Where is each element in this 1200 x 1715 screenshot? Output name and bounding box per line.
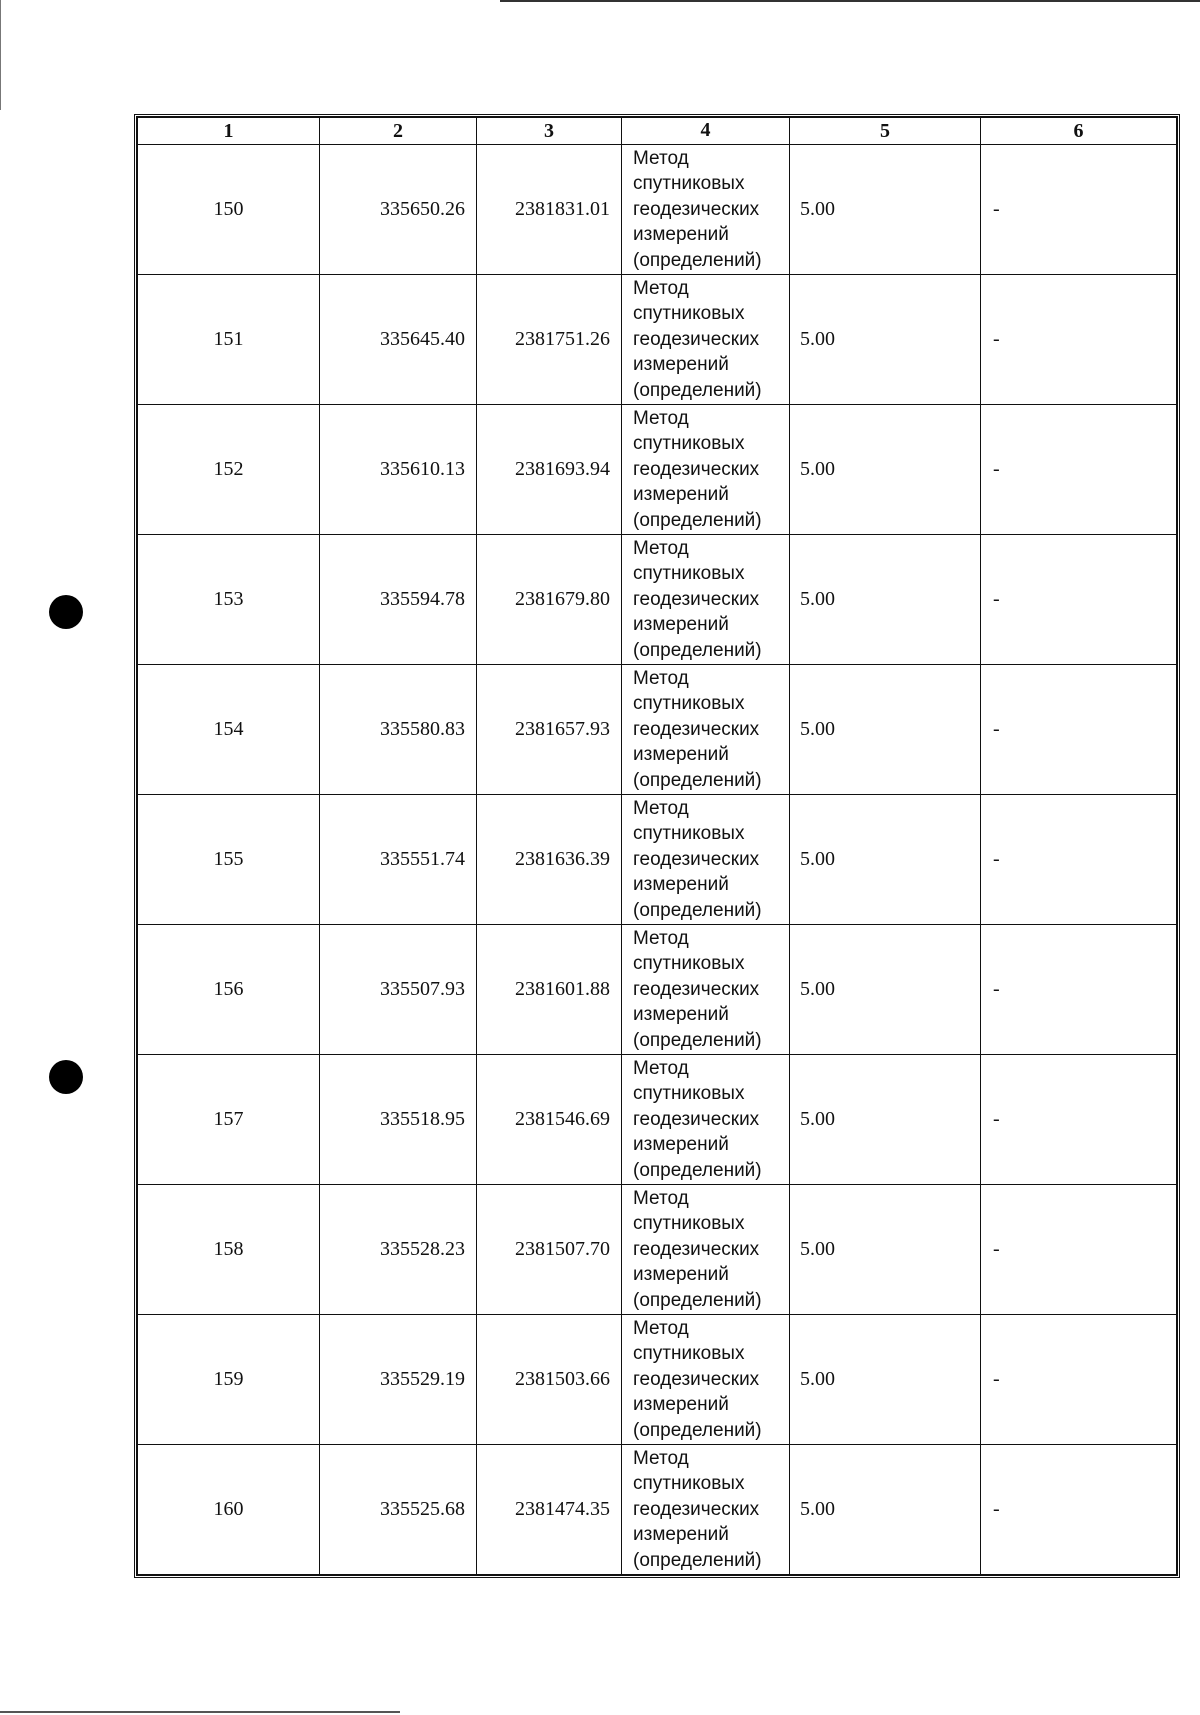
method-text-line: спутниковых [633, 1213, 745, 1235]
method-text-line: (определений) [633, 1159, 762, 1181]
method-text-line: (определений) [633, 1549, 762, 1571]
method-text-line: Метод [633, 927, 689, 949]
method-text-line: Метод [633, 1057, 689, 1079]
punch-hole-upper [49, 595, 83, 629]
point-number-cell: 150 [138, 145, 320, 275]
method-cell [622, 795, 790, 925]
method-text-line: измерений [633, 874, 729, 896]
table-row [138, 1445, 1177, 1575]
point-number-cell: 153 [138, 535, 320, 665]
method-text-line: геодезических [633, 848, 760, 870]
accuracy-cell: 5.00 [790, 925, 981, 1055]
method-text-line: геодезических [633, 1238, 760, 1260]
method-text-line: измерений [633, 354, 729, 376]
accuracy-cell: 5.00 [790, 1055, 981, 1185]
method-cell [622, 405, 790, 535]
method-text-line: Метод [633, 277, 689, 299]
method-text-line: (определений) [633, 379, 762, 401]
point-number-cell: 160 [138, 1445, 320, 1575]
method-text-line: спутниковых [633, 823, 745, 845]
accuracy-cell: 5.00 [790, 665, 981, 795]
method-cell [622, 1055, 790, 1185]
method-text-line: Метод [633, 1317, 689, 1339]
x-coordinate-cell: 335507.93 [320, 925, 477, 1055]
x-coordinate-cell: 335645.40 [320, 275, 477, 405]
method-cell [622, 925, 790, 1055]
method-text-line: геодезических [633, 588, 760, 610]
y-coordinate-cell: 2381474.35 [477, 1445, 622, 1575]
point-number-cell: 155 [138, 795, 320, 925]
note-cell: - [981, 795, 1177, 925]
method-text-line: (определений) [633, 509, 762, 531]
scan-edge-line-left [0, 0, 1, 110]
method-text-line: измерений [633, 1134, 729, 1156]
header-cell-4: 4 [622, 118, 790, 145]
table-row [138, 535, 1177, 665]
method-text-line: спутниковых [633, 953, 745, 975]
y-coordinate-cell: 2381657.93 [477, 665, 622, 795]
table-body [138, 145, 1177, 1575]
method-text-line: спутниковых [633, 433, 745, 455]
table-row [138, 795, 1177, 925]
method-text-line: измерений [633, 484, 729, 506]
table-row [138, 665, 1177, 795]
accuracy-cell: 5.00 [790, 1445, 981, 1575]
method-text-line: (определений) [633, 1289, 762, 1311]
note-cell: - [981, 665, 1177, 795]
method-text-line: геодезических [633, 718, 760, 740]
method-text-line: спутниковых [633, 1343, 745, 1365]
method-cell [622, 535, 790, 665]
point-number-cell: 152 [138, 405, 320, 535]
method-text-line: геодезических [633, 978, 760, 1000]
method-cell [622, 1185, 790, 1315]
method-text-line: (определений) [633, 769, 762, 791]
accuracy-cell: 5.00 [790, 1315, 981, 1445]
method-text-line: спутниковых [633, 693, 745, 715]
coordinates-table-frame [134, 114, 1180, 1578]
method-text-line: Метод [633, 537, 689, 559]
point-number-cell: 157 [138, 1055, 320, 1185]
accuracy-cell: 5.00 [790, 795, 981, 925]
x-coordinate-cell: 335650.26 [320, 145, 477, 275]
note-cell: - [981, 145, 1177, 275]
x-coordinate-cell: 335528.23 [320, 1185, 477, 1315]
method-text-line: геодезических [633, 1368, 760, 1390]
method-cell [622, 145, 790, 275]
header-cell-5: 5 [790, 118, 981, 145]
point-number-cell: 156 [138, 925, 320, 1055]
header-cell-6: 6 [981, 118, 1177, 145]
y-coordinate-cell: 2381831.01 [477, 145, 622, 275]
method-text-line: спутниковых [633, 1083, 745, 1105]
x-coordinate-cell: 335580.83 [320, 665, 477, 795]
accuracy-cell: 5.00 [790, 535, 981, 665]
y-coordinate-cell: 2381546.69 [477, 1055, 622, 1185]
method-cell [622, 1315, 790, 1445]
note-cell: - [981, 275, 1177, 405]
y-coordinate-cell: 2381503.66 [477, 1315, 622, 1445]
method-text-line: измерений [633, 1004, 729, 1026]
note-cell: - [981, 405, 1177, 535]
method-text-line: (определений) [633, 899, 762, 921]
note-cell: - [981, 1055, 1177, 1185]
method-text-line: Метод [633, 147, 689, 169]
method-text-line: Метод [633, 667, 689, 689]
header-cell-1: 1 [138, 118, 320, 145]
note-cell: - [981, 1185, 1177, 1315]
point-number-cell: 151 [138, 275, 320, 405]
y-coordinate-cell: 2381636.39 [477, 795, 622, 925]
note-cell: - [981, 925, 1177, 1055]
method-text-line: геодезических [633, 198, 760, 220]
table-row [138, 275, 1177, 405]
method-text-line: Метод [633, 1187, 689, 1209]
header-cell-3: 3 [477, 118, 622, 145]
table-row [138, 925, 1177, 1055]
method-text-line: Метод [633, 1447, 689, 1469]
note-cell: - [981, 1315, 1177, 1445]
scan-edge-line-top [500, 0, 1200, 2]
header-cell-2: 2 [320, 118, 477, 145]
table-row [138, 145, 1177, 275]
method-text-line: (определений) [633, 1029, 762, 1051]
method-text-line: (определений) [633, 1419, 762, 1441]
table-header-row [138, 118, 1177, 145]
method-cell [622, 665, 790, 795]
point-number-cell: 158 [138, 1185, 320, 1315]
method-cell [622, 1445, 790, 1575]
method-text-line: геодезических [633, 328, 760, 350]
method-cell [622, 275, 790, 405]
y-coordinate-cell: 2381507.70 [477, 1185, 622, 1315]
method-text-line: спутниковых [633, 173, 745, 195]
accuracy-cell: 5.00 [790, 145, 981, 275]
x-coordinate-cell: 335594.78 [320, 535, 477, 665]
x-coordinate-cell: 335518.95 [320, 1055, 477, 1185]
table-row [138, 1315, 1177, 1445]
punch-hole-lower [49, 1060, 83, 1094]
x-coordinate-cell: 335551.74 [320, 795, 477, 925]
method-text-line: измерений [633, 1394, 729, 1416]
x-coordinate-cell: 335529.19 [320, 1315, 477, 1445]
method-text-line: Метод [633, 407, 689, 429]
y-coordinate-cell: 2381601.88 [477, 925, 622, 1055]
point-number-cell: 154 [138, 665, 320, 795]
x-coordinate-cell: 335610.13 [320, 405, 477, 535]
point-number-cell: 159 [138, 1315, 320, 1445]
method-text-line: геодезических [633, 1498, 760, 1520]
method-text-line: (определений) [633, 249, 762, 271]
accuracy-cell: 5.00 [790, 275, 981, 405]
note-cell: - [981, 1445, 1177, 1575]
method-text-line: геодезических [633, 1108, 760, 1130]
method-text-line: спутниковых [633, 563, 745, 585]
table-row [138, 405, 1177, 535]
method-text-line: Метод [633, 797, 689, 819]
method-text-line: измерений [633, 224, 729, 246]
method-text-line: спутниковых [633, 1473, 745, 1495]
table-row [138, 1185, 1177, 1315]
accuracy-cell: 5.00 [790, 1185, 981, 1315]
y-coordinate-cell: 2381751.26 [477, 275, 622, 405]
y-coordinate-cell: 2381693.94 [477, 405, 622, 535]
method-text-line: измерений [633, 1524, 729, 1546]
accuracy-cell: 5.00 [790, 405, 981, 535]
table-row [138, 1055, 1177, 1185]
method-text-line: спутниковых [633, 303, 745, 325]
method-text-line: измерений [633, 614, 729, 636]
coordinates-table [137, 117, 1177, 1575]
method-text-line: измерений [633, 1264, 729, 1286]
method-text-line: геодезических [633, 458, 760, 480]
y-coordinate-cell: 2381679.80 [477, 535, 622, 665]
scan-edge-line-bottom [0, 1711, 400, 1713]
note-cell: - [981, 535, 1177, 665]
x-coordinate-cell: 335525.68 [320, 1445, 477, 1575]
method-text-line: (определений) [633, 639, 762, 661]
method-text-line: измерений [633, 744, 729, 766]
